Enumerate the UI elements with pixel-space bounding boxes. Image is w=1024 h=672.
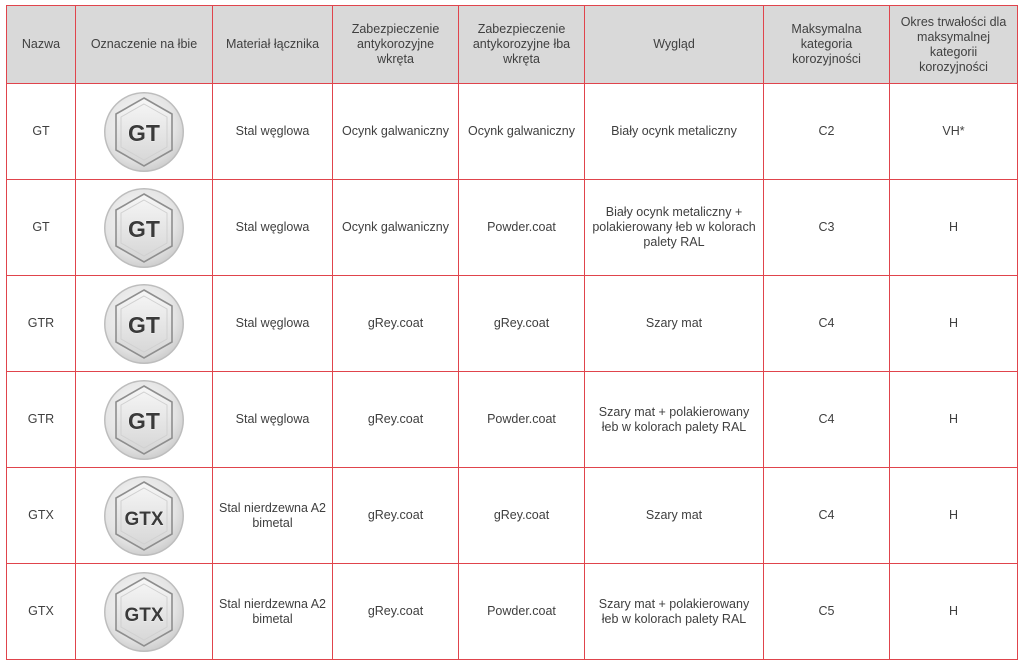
- cell-material: Stal węglowa: [213, 84, 333, 180]
- cell-name: GTR: [7, 372, 76, 468]
- cell-durability: H: [890, 564, 1018, 660]
- cell-head-protection: Powder.coat: [459, 180, 585, 276]
- cell-material: Stal węglowa: [213, 372, 333, 468]
- header-head-protection: Zabezpieczenie antykorozyjne łba wkręta: [459, 6, 585, 84]
- header-appearance: Wygląd: [585, 6, 764, 84]
- cell-appearance: Szary mat + polakierowany łeb w kolorach palety RAL: [585, 564, 764, 660]
- cell-category: C4: [764, 468, 890, 564]
- cell-material: Stal nierdzewna A2 bimetal: [213, 564, 333, 660]
- cell-screw-protection: gRey.coat: [333, 372, 459, 468]
- cell-durability: H: [890, 180, 1018, 276]
- header-durability: Okres trwałości dla maksymalnej kategorii korozyjności: [890, 6, 1018, 84]
- cell-durability: H: [890, 468, 1018, 564]
- header-head-mark: Oznaczenie na łbie: [76, 6, 213, 84]
- cell-appearance: Szary mat + polakierowany łeb w kolorach palety RAL: [585, 372, 764, 468]
- head-mark-label: GT: [128, 119, 160, 146]
- cell-category: C4: [764, 276, 890, 372]
- head-mark-label: GT: [128, 407, 160, 434]
- table-row: [7, 84, 1018, 180]
- cell-head-protection: Powder.coat: [459, 564, 585, 660]
- cell-material: Stal węglowa: [213, 276, 333, 372]
- cell-category: C3: [764, 180, 890, 276]
- cell-category: C2: [764, 84, 890, 180]
- screw-head-icon: [102, 378, 186, 462]
- cell-screw-protection: gRey.coat: [333, 276, 459, 372]
- cell-head-mark: [76, 84, 213, 180]
- cell-head-mark: [76, 180, 213, 276]
- cell-head-mark: [76, 564, 213, 660]
- cell-head-protection: gRey.coat: [459, 276, 585, 372]
- cell-name: GT: [7, 180, 76, 276]
- cell-material: Stal nierdzewna A2 bimetal: [213, 468, 333, 564]
- header-material: Materiał łącznika: [213, 6, 333, 84]
- cell-durability: H: [890, 276, 1018, 372]
- header-name: Nazwa: [7, 6, 76, 84]
- cell-head-mark: [76, 468, 213, 564]
- cell-category: C4: [764, 372, 890, 468]
- cell-appearance: Biały ocynk metaliczny + polakierowany łeb w kolorach palety RAL: [585, 180, 764, 276]
- cell-head-protection: gRey.coat: [459, 468, 585, 564]
- cell-appearance: Biały ocynk metaliczny: [585, 84, 764, 180]
- screw-head-icon: [102, 570, 186, 654]
- cell-durability: H: [890, 372, 1018, 468]
- cell-screw-protection: gRey.coat: [333, 564, 459, 660]
- cell-head-protection: Ocynk galwaniczny: [459, 84, 585, 180]
- cell-head-protection: Powder.coat: [459, 372, 585, 468]
- table-row: [7, 564, 1018, 660]
- cell-material: Stal węglowa: [213, 180, 333, 276]
- screw-head-icon: [102, 90, 186, 174]
- header-category: Maksymalna kategoria korozyjności: [764, 6, 890, 84]
- cell-head-mark: [76, 372, 213, 468]
- table-row: [7, 372, 1018, 468]
- cell-category: C5: [764, 564, 890, 660]
- screw-head-icon: [102, 186, 186, 270]
- cell-screw-protection: Ocynk galwaniczny: [333, 180, 459, 276]
- cell-screw-protection: Ocynk galwaniczny: [333, 84, 459, 180]
- table-row: [7, 276, 1018, 372]
- cell-name: GT: [7, 84, 76, 180]
- table-body: [7, 84, 1018, 660]
- head-mark-label: GTX: [124, 604, 164, 626]
- cell-name: GTX: [7, 564, 76, 660]
- cell-appearance: Szary mat: [585, 468, 764, 564]
- header-screw-protection: Zabezpieczenie antykorozyjne wkręta: [333, 6, 459, 84]
- cell-appearance: Szary mat: [585, 276, 764, 372]
- table-header-row: [7, 6, 1018, 84]
- table-row: [7, 180, 1018, 276]
- cell-screw-protection: gRey.coat: [333, 468, 459, 564]
- screw-head-icon: [102, 474, 186, 558]
- head-mark-label: GT: [128, 215, 160, 242]
- cell-head-mark: [76, 276, 213, 372]
- cell-name: GTX: [7, 468, 76, 564]
- cell-durability: VH*: [890, 84, 1018, 180]
- table-row: [7, 468, 1018, 564]
- screw-spec-table: [6, 5, 1018, 660]
- head-mark-label: GT: [128, 311, 160, 338]
- head-mark-label: GTX: [124, 508, 164, 530]
- screw-head-icon: [102, 282, 186, 366]
- cell-name: GTR: [7, 276, 76, 372]
